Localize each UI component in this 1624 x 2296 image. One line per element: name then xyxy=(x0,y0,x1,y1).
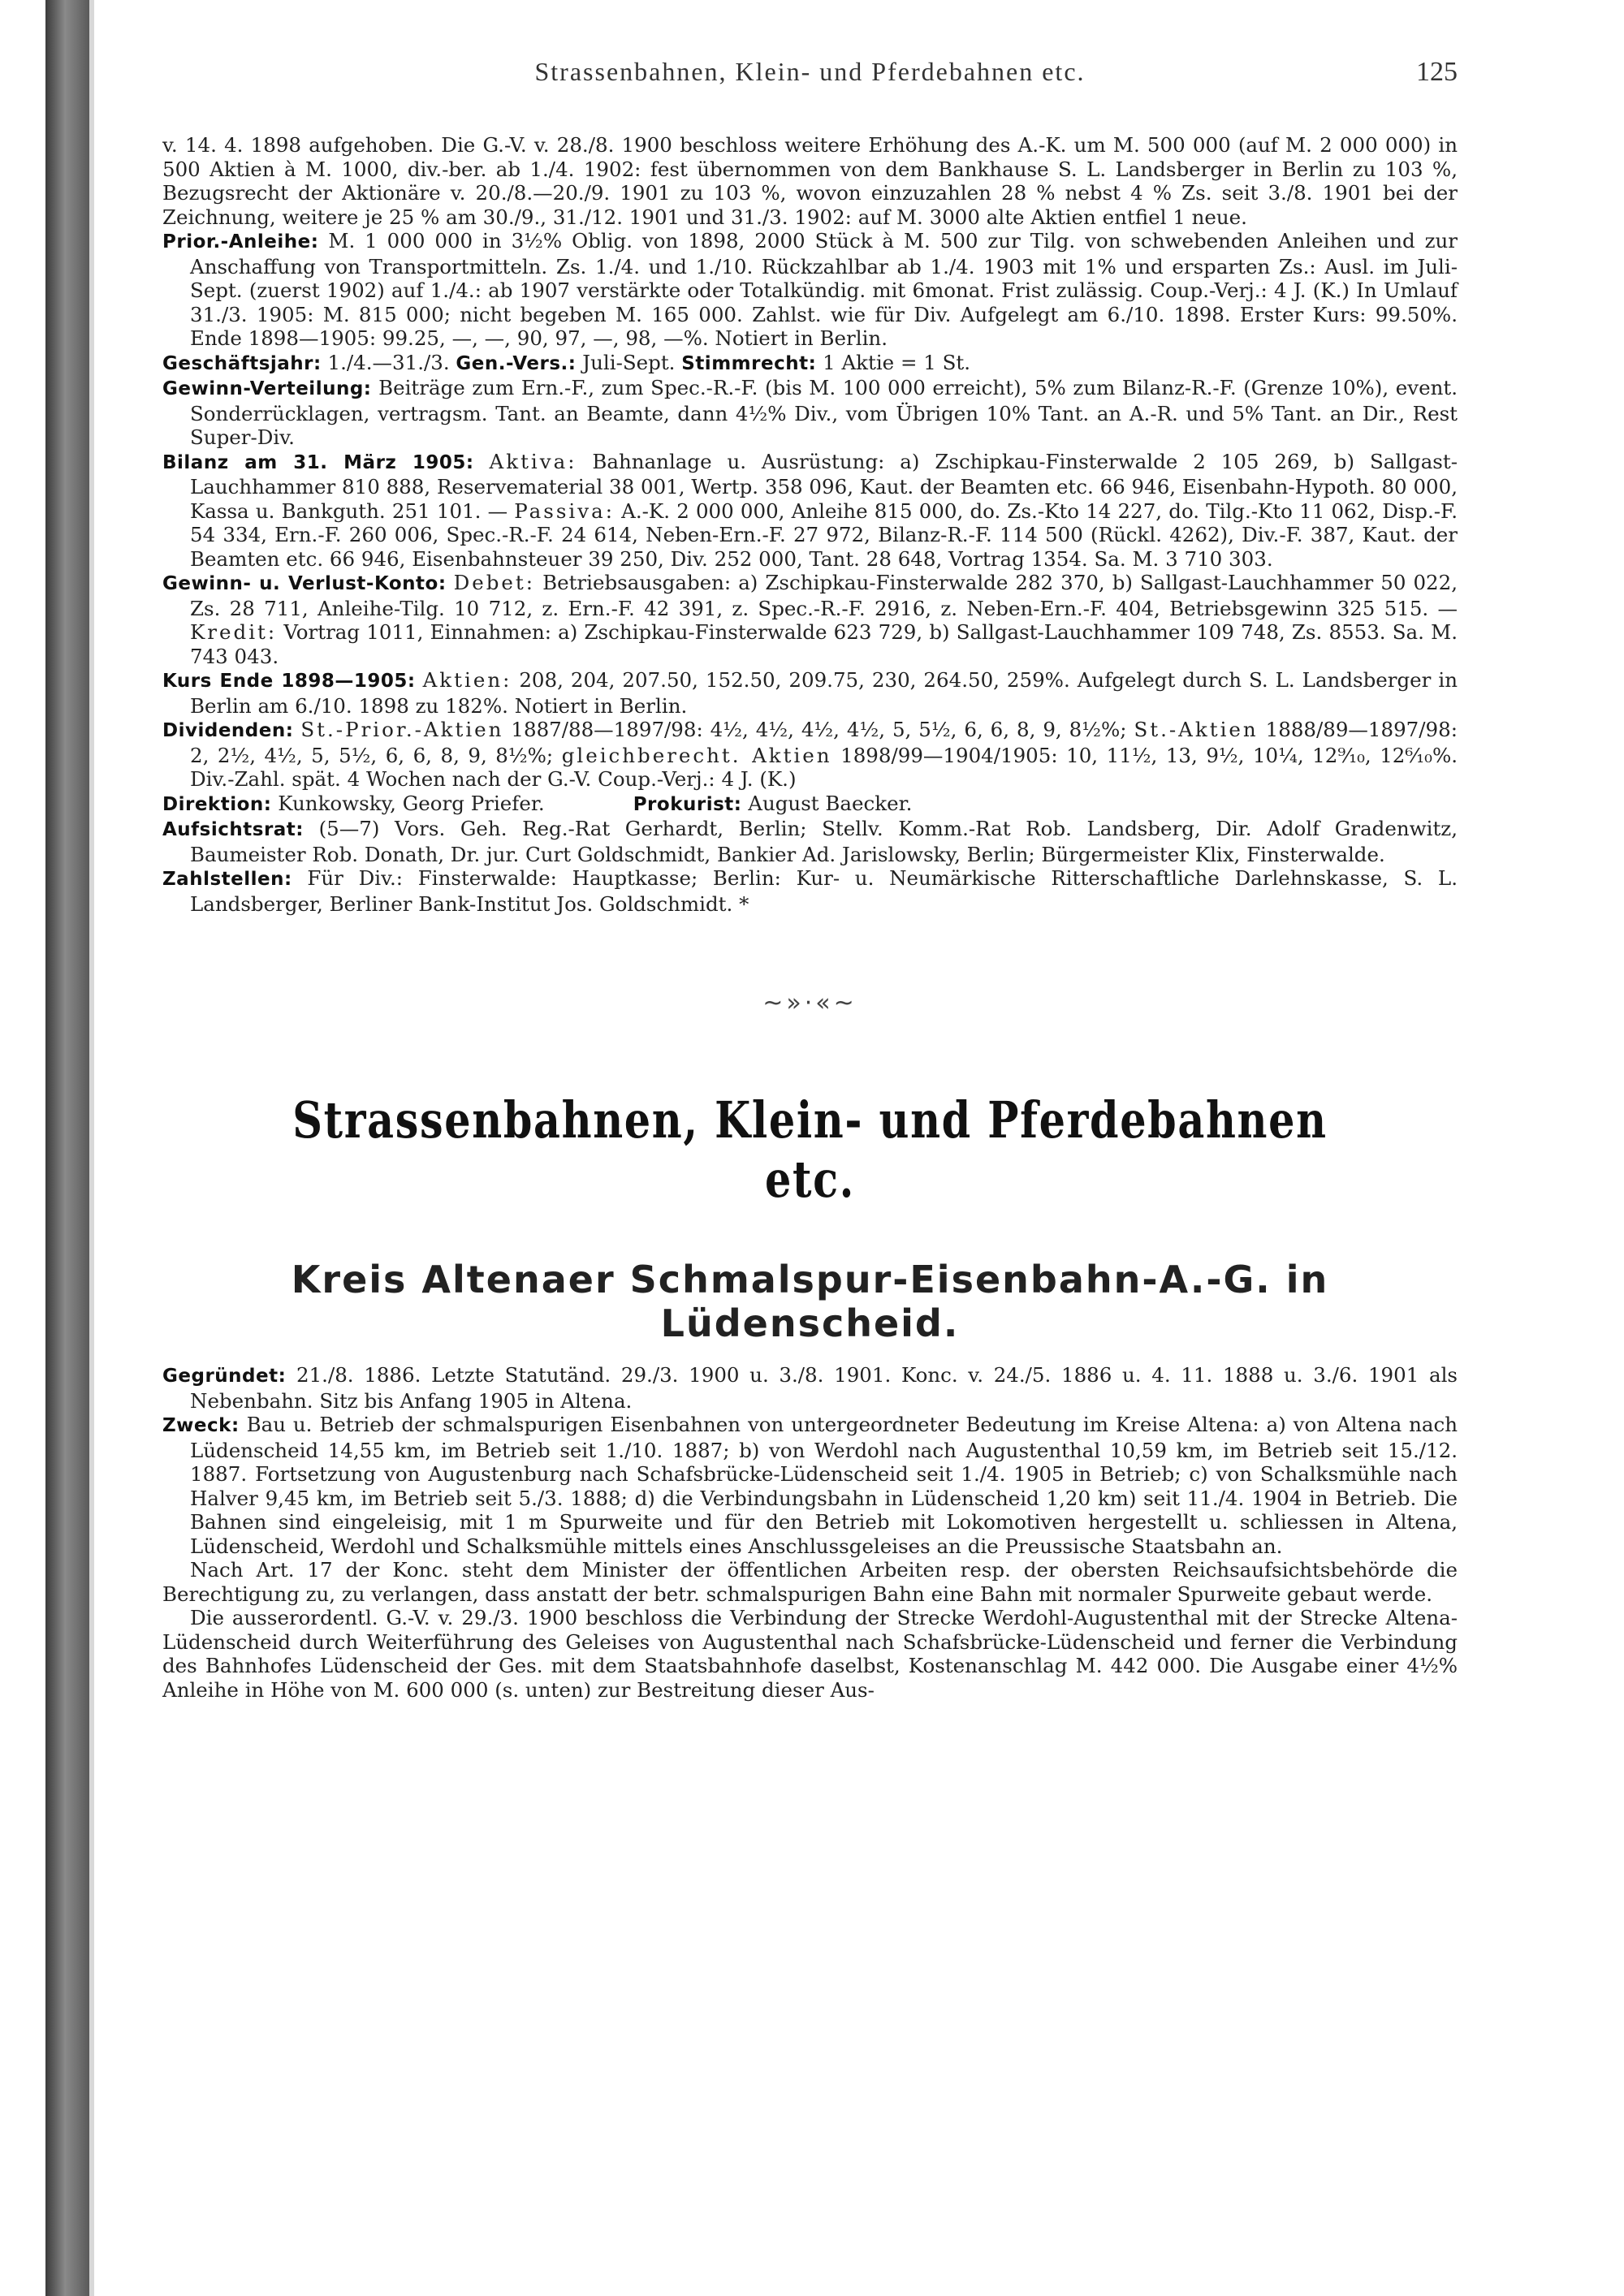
capital-history-paragraph: v. 14. 4. 1898 aufgehoben. Die G.-V. v. 28./8. 1900 beschloss weitere Erhöhung des A.-K. um M. 500 000 (auf M. 2 000 000) in 500 Aktien à M. 1000, div.-ber. ab 1./4. 1902: fest übernommen von dem Bankhause S. L. Landsberger in Berlin zu 103 %, Bezugsrecht der Aktionäre v. 20./8.—20./9. 1901 zu 103 %, wovon einzuzahlen 28 % nebst 4 % Zs. seit 3./8. 1901 bei der Zeichnung, weitere je 25 % am 30./9., 31./12. 1901 und 31./3. 1902: auf M. 3000 alte Aktien entfiel 1 neue. xyxy=(162,133,1458,229)
aufsichtsrat-entry xyxy=(162,817,1458,866)
dividenden-entry xyxy=(162,718,1458,792)
page-number: 125 xyxy=(1416,57,1458,87)
bilanz-aktiva-text: Bahnanlage u. Ausrüstung: a) Zschipkau-Finsterwalde 2 105 269, b) Sallgast-Lauchhammer 810 888, Reservematerial 38 001, Wertp. 358 096, Kaut. der Beamten etc. 66 946, Eisenbahn-Hypoth. 80 000, Kassa u. Bankguth. 251 101. — xyxy=(190,449,1458,523)
guv-kredit-text: Vortrag 1011, Einnahmen: a) Zschipkau-Finsterwalde 623 729, b) Sallgast-Lauchhammer 109 748, Zs. 8553. Sa. M. 743 043. xyxy=(190,620,1458,668)
bilanz-passiva-text: A.-K. 2 000 000, Anleihe 815 000, do. Zs.-Kto 14 227, do. Tilg.-Kto 11 062, Disp.-F. 54 334, Ern.-F. 260 006, Spec.-R.-F. 24 614, Neben-Ern.-F. 27 972, Bilanz-R.-F. 114 500 (Rückl. 4262), Div.-F. 387, Kaut. der Beamten etc. 66 946, Eisenbahnsteuer 39 250, Div. 252 000, Tant. 28 648, Vortrag 1354. Sa. M. 3 710 303. xyxy=(190,498,1458,571)
zweck-entry xyxy=(162,1413,1458,1558)
zahlstellen-label: Zahlstellen: xyxy=(162,869,292,890)
gewinn-verteilung-label: Gewinn-Verteilung: xyxy=(162,378,372,399)
prior-anleihe-entry xyxy=(162,229,1458,351)
bilanz-entry xyxy=(162,450,1458,572)
gen-vers-text: Juli-Sept. xyxy=(582,350,676,374)
geschaeftsjahr-label: Geschäftsjahr: xyxy=(162,352,322,374)
aufsichtsrat-text: (5—7) Vors. Geh. Reg.-Rat Gerhardt, Berlin; Stellv. Komm.-Rat Rob. Landsberg, Dir. Adolf Gradenwitz, Baumeister Rob. Donath, Dr. jur. Curt Goldschmidt, Bankier Ad. Jarislowsky, Berlin; Bürgermeister Klix, Finsterwalde. xyxy=(190,817,1458,866)
dividenden-label: Dividenden: xyxy=(162,720,294,741)
div-st-aktien-label: St.-Aktien xyxy=(1134,718,1259,741)
page-content xyxy=(162,49,1458,1702)
zweck-label: Zweck: xyxy=(162,1415,240,1436)
gewinn-verlust-entry xyxy=(162,571,1458,668)
aufsichtsrat-label: Aufsichtsrat: xyxy=(162,819,304,840)
book-spine-shadow xyxy=(45,0,89,2296)
gegruendet-entry xyxy=(162,1363,1458,1413)
stimmrecht-text: 1 Aktie = 1 St. xyxy=(823,350,971,374)
guv-debet-label: Debet: xyxy=(453,571,536,594)
prior-anleihe-label: Prior.-Anleihe: xyxy=(162,231,319,252)
prokurist-label: Prokurist: xyxy=(633,793,742,815)
guv-kredit-label: Kredit: xyxy=(190,620,278,644)
section-heading: Strassenbahnen, Klein- und Pferdebahnen etc. xyxy=(292,1090,1328,1209)
guv-debet-text: Betriebsausgaben: a) Zschipkau-Finsterwalde 282 370, b) Sallgast-Lauchhammer 50 022, Zs. 28 711, Anleihe-Tilg. 10 712, z. Ern.-F. 42 391, z. Spec.-R.-F. 2916, z. Neben-Ern.-F. 404, Betriebsgewinn 325 515. — xyxy=(190,571,1458,620)
direktion-entry xyxy=(162,792,1458,818)
gegruendet-label: Gegründet: xyxy=(162,1366,287,1387)
kurs-entry xyxy=(162,668,1458,718)
div-st-aktien-text: 1888/89—1897/98: 2, 2½, 4½, 5, 5½, 6, 6, 8, 9, 8½%; xyxy=(190,718,1458,767)
gen-vers-paragraph: Die ausserordentl. G.-V. v. 29./3. 1900 beschloss die Verbindung der Strecke Werdohl-Augustenthal mit der Strecke Altena-Lüdenscheid durch Weiterführung des Geleises von Augustenthal nach Schafsbrücke-Lüdenscheid und ferner die Verbindung des Bahnhofes Lüdenscheid der Ges. mit dem Staatsbahnhofe daselbst, Kostenanschlag M. 442 000. Die Ausgabe einer 4½% Anleihe in Höhe von M. 600 000 (s. unten) zur Bestreitung dieser Aus- xyxy=(162,1606,1458,1702)
prior-anleihe-text: M. 1 000 000 in 3½% Oblig. von 1898, 2000 Stück à M. 500 zur Tilg. von schwebenden Anleihen und zur Anschaffung von Transportmitteln. Zs. 1./4. und 1./10. Rückzahlbar ab 1./4. 1903 mit 1% und ersparten Zs.: Ausl. im Juli-Sept. (zuerst 1902) auf 1./4.: ab 1907 verstärkte oder Totalkündig. mit 6monat. Frist zulässig. Coup.-Verj.: 4 J. (K.) In Umlauf 31./3. 1905: M. 815 000; nicht begeben M. 165 000. Zahlst. wie für Div. Aufgelegt am 6./10. 1898. Erster Kurs: 99.50%. Ende 1898—1905: 99.25, —, —, 90, 97, —, 98, —%. Notiert in Berlin. xyxy=(190,229,1458,350)
kurs-text: 208, 204, 207.50, 152.50, 209.75, 230, 264.50, 259%. Aufgelegt durch S. L. Landsberger in Berlin am 6./10. 1898 zu 182%. Notiert in Berlin. xyxy=(190,668,1458,718)
zweck-text: Bau u. Betrieb der schmalspurigen Eisenbahnen von untergeordneter Bedeutung im Kreise Altena: a) von Altena nach Lüdenscheid 14,55 km, im Betrieb seit 1./10. 1887; b) von Werdohl nach Augustenthal 10,59 km, im Betrieb seit 15./12. 1887. Fortsetzung von Augustenburg nach Schafsbrücke-Lüdenscheid seit 1./4. 1905 in Betrieb; c) von Schalksmühle nach Halver 9,45 km, im Betrieb seit 5./3. 1888; d) die Verbindungsbahn in Lüdenscheid 1,20 km) seit 11./4. 1904 in Betrieb. Die Bahnen sind eingeleisig, mit 1 m Spurweite und für den Betrieb mit Lokomotiven hergestellt u. schliessen in Altena, Lüdenscheid, Werdohl und Schalksmühle mittels eines Anschlussgeleises an die Preussische Staatsbahn an. xyxy=(190,1413,1458,1558)
gegruendet-text: 21./8. 1886. Letzte Statutänd. 29./3. 1900 u. 3./8. 1901. Konc. v. 24./5. 1886 u. 4. 11. 1888 u. 3./6. 1901 als Nebenbahn. Sitz bis Anfang 1905 in Altena. xyxy=(190,1363,1458,1413)
kurs-aktien-label: Aktien: xyxy=(422,668,512,692)
geschaeftsjahr-text: 1./4.—31./3. xyxy=(327,350,450,374)
stimmrecht-label: Stimmrecht: xyxy=(681,352,817,374)
div-gleichberecht-label: gleichberecht. Aktien xyxy=(561,743,832,767)
running-head xyxy=(162,49,1458,97)
page-edge xyxy=(89,0,94,2296)
bilanz-label: Bilanz am 31. März 1905: xyxy=(162,451,474,473)
div-gleichberecht-text: 1898/99—1904/1905: 10, 11½, 13, 9½, 10¼, 12⁹⁄₁₀, 12⁶⁄₁₀%. Div.-Zahl. spät. 4 Wochen nach der G.-V. Coup.-Verj.: 4 J. (K.) xyxy=(190,743,1458,791)
direktion-text: Kunkowsky, Georg Priefer. xyxy=(278,791,545,815)
company-title: Kreis Altenaer Schmalspur-Eisenbahn-A.-G. in Lüdenscheid. xyxy=(291,1258,1329,1345)
bilanz-passiva-label: Passiva: xyxy=(514,498,615,523)
konzession-paragraph: Nach Art. 17 der Konc. steht dem Minister der öffentlichen Arbeiten resp. der obersten Reichsaufsichtsbehörde die Berechtigung zu, zu verlangen, dass anstatt der betr. schmalspurigen Bahn eine Bahn mit normaler Spurweite gebaut werde. xyxy=(162,1558,1458,1606)
geschaeftsjahr-entry xyxy=(162,351,1458,377)
gen-vers-label: Gen.-Vers.: xyxy=(456,352,577,374)
zahlstellen-text: Für Div.: Finsterwalde: Hauptkasse; Berlin: Kur- u. Neumärkische Ritterschaftliche Darlehnskasse, S. L. Landsberger, Berliner Bank-Institut Jos. Goldschmidt. * xyxy=(190,866,1458,916)
prokurist-text: August Baecker. xyxy=(748,791,913,815)
gewinn-verteilung-entry xyxy=(162,376,1458,450)
direktion-label: Direktion: xyxy=(162,793,272,815)
section-ornament: ~»·«~ xyxy=(762,989,857,1017)
zahlstellen-entry xyxy=(162,866,1458,916)
bilanz-aktiva-label: Aktiva: xyxy=(489,449,577,473)
div-st-prior-text: 1887/88—1897/98: 4½, 4½, 4½, 4½, 5, 5½, 6, 6, 8, 9, 8½%; xyxy=(511,718,1127,741)
div-st-prior-label: St.-Prior.-Aktien xyxy=(300,718,504,741)
gewinn-verteilung-text: Beiträge zum Ern.-F., zum Spec.-R.-F. (bis M. 100 000 erreicht), 5% zum Bilanz-R.-F. (Grenze 10%), event. Sonderrücklagen, vertragsm. Tant. an Beamte, dann 4½% Div., vom Übrigen 10% Tant. an A.-R. und 5% Tant. an Dir., Rest Super-Div. xyxy=(190,376,1458,449)
running-title: Strassenbahnen, Klein- und Pferdebahnen etc. xyxy=(534,57,1086,86)
kurs-label: Kurs Ende 1898—1905: xyxy=(162,671,416,692)
gewinn-verlust-label: Gewinn- u. Verlust-Konto: xyxy=(162,573,447,594)
